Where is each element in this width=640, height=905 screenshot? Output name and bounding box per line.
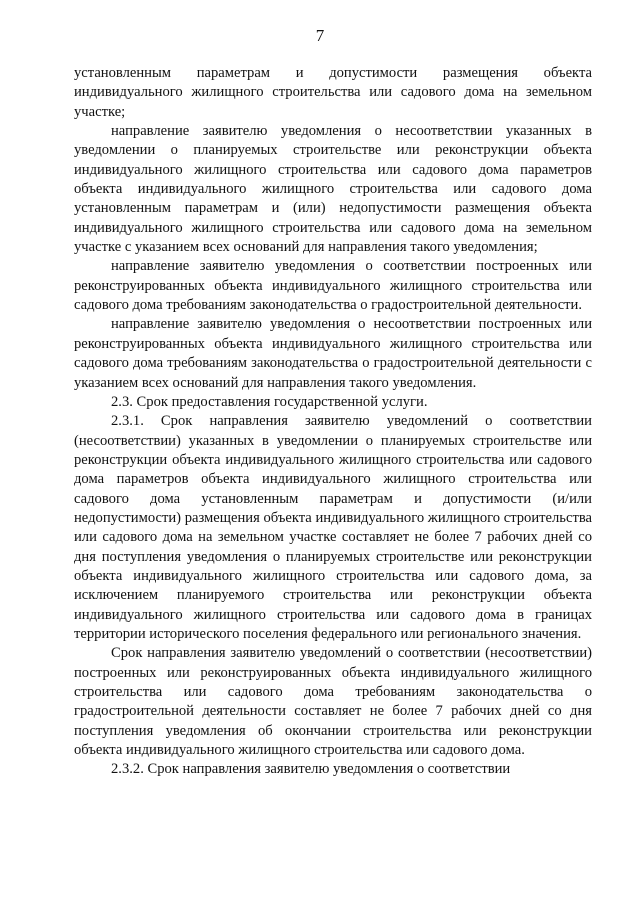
paragraph-nonconformity-built: направление заявителю уведомления о несоответствии построенных или реконструированных объекта индивидуального жилищного строительства или садового дома требованиям законодательства о градостроительной деятельности с указанием всех оснований для направления такого уведомления.	[74, 316, 592, 391]
paragraph-2-3-2: 2.3.2. Срок направления заявителю уведомления о соответствии	[111, 761, 511, 778]
section-heading-2-3: 2.3. Срок предоставления государственной услуги.	[111, 393, 428, 410]
paragraph-conformity-built: направление заявителю уведомления о соответствии построенных или реконструированных объекта индивидуального жилищного строительства или садового дома требованиям законодательства о градостроительной деятельности.	[74, 258, 592, 314]
page-number: 7	[315, 26, 325, 45]
paragraph-continuation: установленным параметрам и допустимости размещения объекта индивидуального жилищного строительства или садового дома на земельном участке;	[74, 65, 592, 120]
paragraph-nonconformity-notice: направление заявителю уведомления о несоответствии указанных в уведомлении о планируемых строительстве или реконструкции объекта индивидуального жилищного строительства или садового дома параметров объекта индивидуального жилищного строительства или садового дома установленным параметрам и (или) недопустимости размещения объекта индивидуального жилищного строительства или садового дома на земельном участке с указанием всех оснований для направления такого уведомления;	[74, 123, 592, 256]
paragraph-term-built: Срок направления заявителю уведомлений о соответствии (несоответствии) построенных или реконструированных объекта индивидуального жилищного строительства или садового дома требованиям законодательства о градостроительной деятельности составляет не более 7 рабочих дней со дня поступления уведомления об окончании строительства или реконструкции объекта индивидуального жилищного строительства или садового дома.	[74, 645, 592, 759]
document-body	[74, 64, 592, 780]
paragraph-2-3-1: 2.3.1. Срок направления заявителю уведомлений о соответствии (несоответствии) указанных в уведомлении о планируемых строительстве или реконструкции объекта индивидуального жилищного строительства или садового дома параметров объекта индивидуального жилищного строительства или садового дома установленным параметрам и допустимости (и/или недопустимости) размещения объекта индивидуального жилищного строительства или садового дома на земельном участке составляет не более 7 рабочих дней со дня поступления уведомления о планируемых строительстве или реконструкции объекта индивидуального жилищного строительства или садового дома, за исключением планируемого строительства или реконструкции объекта индивидуального жилищного строительства или садового дома в границах территории исторического поселения федерального или регионального значения.	[74, 413, 592, 642]
